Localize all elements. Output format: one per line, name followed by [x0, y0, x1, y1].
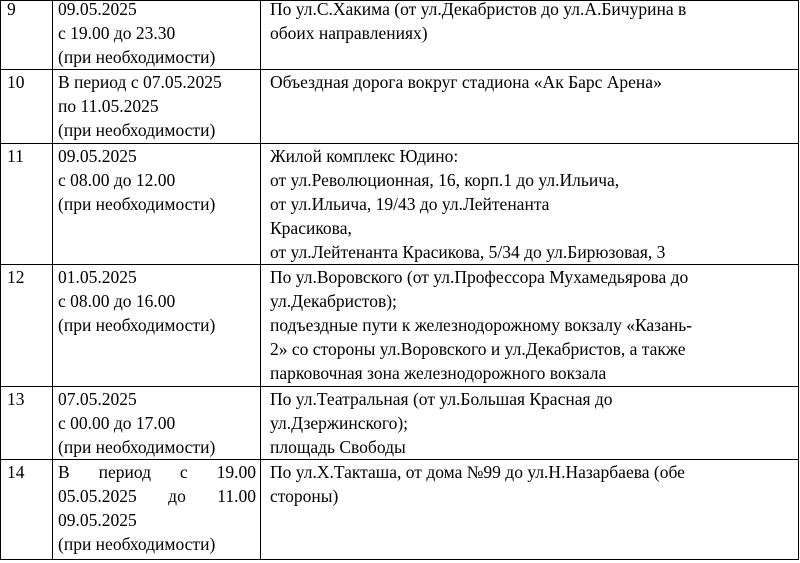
row-number: 10 [1, 70, 53, 144]
row-location [261, 144, 799, 265]
period-line: по 11.05.2025 [58, 96, 159, 116]
period-line: 09.05.2025 [58, 146, 137, 166]
location-line: от ул.Лейтенанта Красикова, 5/34 до ул.Бирюзовая, 3 [270, 242, 666, 262]
location-line: стороны) [270, 486, 339, 506]
period-line: с 08.00 до 16.00 [58, 291, 176, 311]
location-line: ул.Декабристов); [270, 291, 397, 311]
row-period [53, 460, 261, 560]
period-line: (при необходимости) [58, 120, 216, 140]
location-line: ул.Дзержинского); [270, 413, 409, 433]
row-period [53, 144, 261, 265]
row-period [53, 265, 261, 387]
location-line: от ул.Ильича, 19/43 до ул.Лейтенанта [270, 194, 550, 214]
period-line: (при необходимости) [58, 47, 216, 67]
location-line: По ул.Театральная (от ул.Большая Красная до [270, 389, 613, 409]
period-line: с 19.00 до 23.30 [58, 23, 176, 43]
location-line: По ул.Воровского (от ул.Профессора Мухамедьярова до [270, 267, 689, 287]
location-line: парковочная зона железнодорожного вокзала [270, 363, 607, 383]
row-period [53, 70, 261, 144]
location-line: По ул.Х.Такташа, от дома №99 до ул.Н.Назарбаева (обе [270, 462, 685, 482]
period-line: В период с 19.00 [58, 462, 256, 482]
table-row [1, 387, 799, 460]
row-period [53, 387, 261, 460]
row-number: 13 [1, 387, 53, 460]
location-line: По ул.С.Хакима (от ул.Декабристов до ул.А.Бичурина в [270, 0, 687, 19]
table-row [1, 265, 799, 387]
location-line: 2» со стороны ул.Воровского и ул.Декабристов, а также [270, 339, 686, 359]
table-row [1, 460, 799, 560]
period-line: 09.05.2025 [58, 0, 137, 19]
period-line: В период с 07.05.2025 [58, 72, 222, 92]
period-line: 01.05.2025 [58, 267, 137, 287]
table-row [1, 70, 799, 144]
period-line: (при необходимости) [58, 194, 216, 214]
period-line: 09.05.2025 [58, 510, 137, 530]
row-location [261, 1, 799, 70]
period-line: (при необходимости) [58, 315, 216, 335]
row-number: 9 [1, 1, 53, 70]
row-location [261, 387, 799, 460]
period-line: 07.05.2025 [58, 389, 137, 409]
row-location [261, 460, 799, 560]
period-line: с 08.00 до 12.00 [58, 170, 176, 190]
row-location [261, 265, 799, 387]
period-line: с 00.00 до 17.00 [58, 413, 176, 433]
location-line: Объездная дорога вокруг стадиона «Ак Барс Арена» [270, 72, 662, 92]
row-location [261, 70, 799, 144]
location-line: Жилой комплекс Юдино: [270, 146, 459, 166]
period-line: (при необходимости) [58, 534, 216, 554]
period-line: (при необходимости) [58, 437, 216, 457]
row-number: 11 [1, 144, 53, 265]
row-number: 12 [1, 265, 53, 387]
table-row [1, 1, 799, 70]
location-line: обоих направлениях) [270, 23, 428, 43]
row-number: 14 [1, 460, 53, 560]
location-line: Красикова, [270, 218, 352, 238]
period-line: 05.05.2025 до 11.00 [58, 486, 256, 506]
row-period [53, 1, 261, 70]
table-row [1, 144, 799, 265]
location-line: подъездные пути к железнодорожному вокзалу «Казань- [270, 315, 693, 335]
location-line: площадь Свободы [270, 437, 406, 457]
location-line: от ул.Революционная, 16, корп.1 до ул.Ильича, [270, 170, 620, 190]
